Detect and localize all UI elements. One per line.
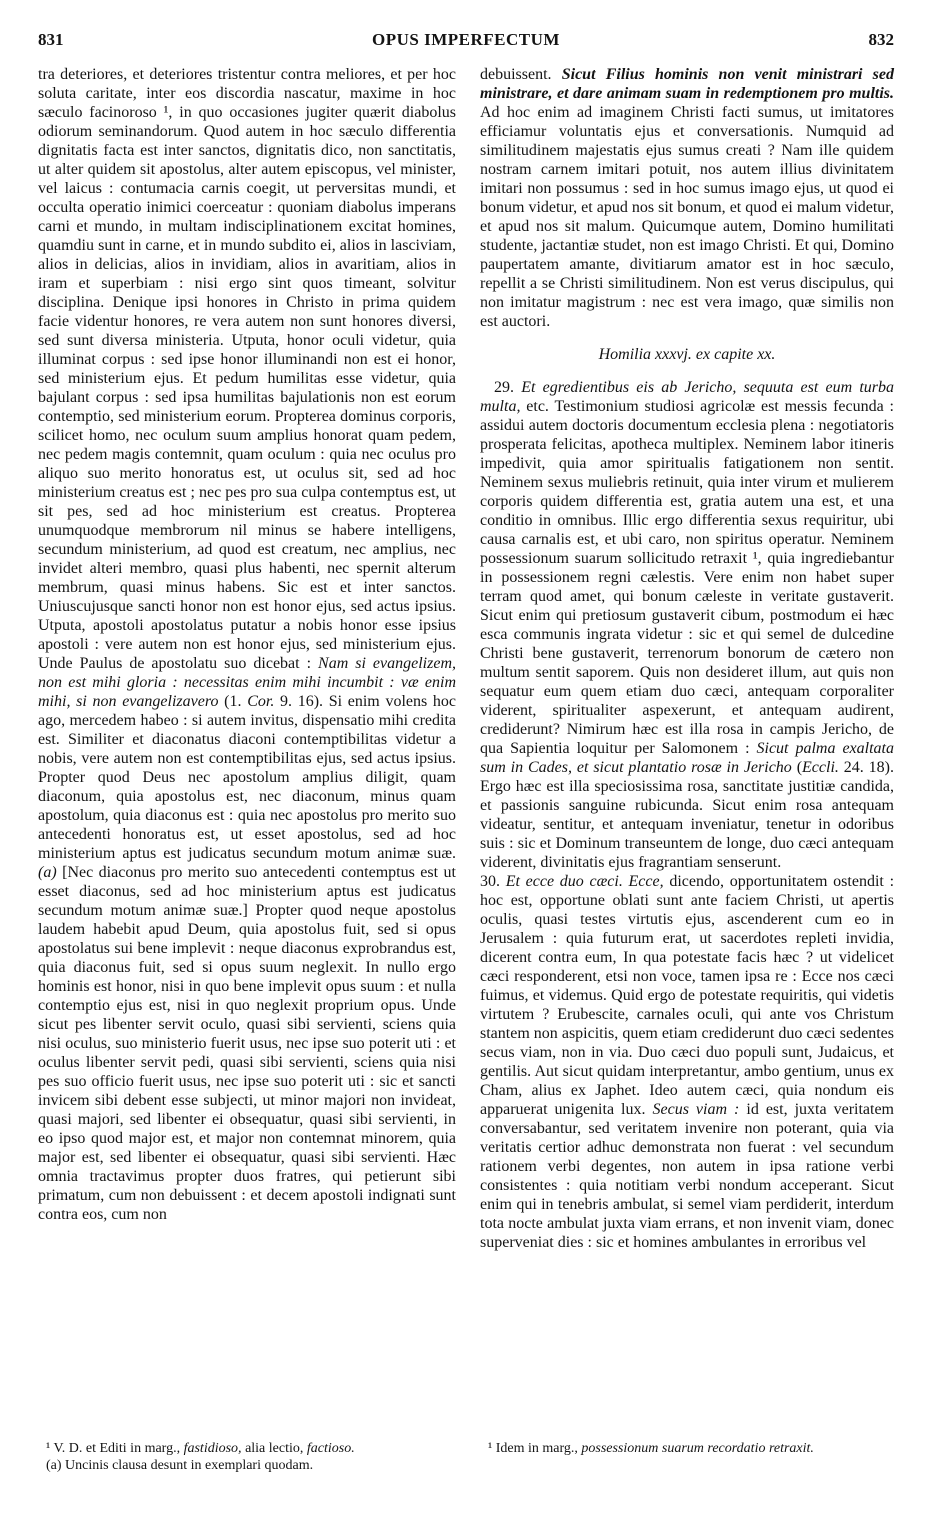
running-title: OPUS IMPERFECTUM	[372, 30, 560, 49]
text-run: etc. Testimonium studiosi agricolæ est messis fecunda : assidui autem doctoris documentum ecclesia plena : negotiatoris prosperata felicitas, apotheca multiplex. Neminem labor itineris impedivit, quia amor spiritualis fatigationem non sentit. Neminem sexus muliebris retinuit, quia inter virum et mulierem corporis quidem differentia est, gratia autem una est, et una conditio in omnibus. Illic ergo differentia sexus requiritur, ubi causa carnalis est, et ubi caro, non spiritus operatur. Neminem possessionum suarum sollicitudo retraxit ¹, quia ingrediebantur in possessionem regni cælestis. Vere enim non habet super terram quod amet, qui bonum cæleste in veritate gustaverit. Sicut enim qui pretiosum gustaverit cibum, postmodum ei hæc esca communis ingrata videtur : sic et qui semel de dulcedine Christi bene gustaverit, terrenorum bonorum de cætero non multum sentit saporem. Quis non desideret illum, aut quis non sequatur eum quem etiam duo cæci, antequam corporaliter viderent, spiritualiter aspexerunt, et antequam audirent, crediderunt? Nimirum hæc est illa rosa in campis Jericho, de qua Sapientia loquitur per Salomonem :	[480, 398, 894, 757]
note-marker: (a)	[38, 864, 57, 881]
text-run: [Nec diaconus pro merito suo antecedenti contemptus est ut esset diaconus, sed ad hoc ministerium aptus est judicatus secundum motum animæ suæ.] Propter quod neque apostolus laudem habebit apud Deum, quia apostolus fuit, sed si opus apostolatus sui bene implevit : neque diaconus exprobrandus est, quia diaconus fuit, sed si opus suum neglexit. In nullo ergo hominis est honor, nisi in quo bene implevit opus suum : et nulla contemptio ejus est, nisi in quo neglexit proprium opus. Unde sicut pes libenter servit oculo, quasi sibi servienti, sciens quia nisi oculus, suo ministerio fuerit usus, nec ipse suo poterit uti : et oculus libenter servit pedi, quasi sibi servienti, sciens quia nisi pes suo officio fuerit usus, nec ipse suo poterit uti : sic et sancti invicem sibi debent esse subjecti, ut minor majori non invideat, quasi majori, sed libenter ei obsequatur, quasi sibi servienti, in eo ipso quod major est, et major non contemnat minorem, quia major est, sed libenter ei obsequatur, quasi sibi servienti. Hæc omnia tractavimus propter duos fratres, qui petierunt sibi primatum, cum non debuissent : et decem apostoli indignati sunt contra eos, cum non	[38, 864, 456, 1223]
left-column	[38, 65, 456, 1224]
text-run: (	[791, 759, 803, 776]
right-paragraph	[480, 65, 894, 331]
right-column	[480, 65, 894, 1252]
scripture-quote: Et ecce duo cæci. Ecce,	[505, 873, 664, 890]
footnotes-right	[480, 1440, 894, 1457]
text-run: id est, juxta veritatem conversabantur, sed veritatem invenire non poterant, quia via veritatis certior adhuc demonstrata non fuerat : vel secundum rationem verbi degentes, non autem in ipsa ratione verbi consistentes : quia notitiam verbi nondum acceperant. Sicut enim qui in tenebris ambulat, si semel viam perdiderit, interdum tota nocte ambulat juxta viam errans, et non invenit viam, donec superveniat dies : sic et homines ambulantes in erroribus vel	[480, 1101, 895, 1251]
text-run: 24. 18). Ergo hæc est illa speciosissima rosa, sanctitate justitiæ candida, et passionis sanguine rubicunda. Sicut enim rosa antequam videatur, sentitur, et antequam inveniatur, tenetur in odoribus suis : sic et Dominum transeuntem de longe, duo cæci antequam viderent, divinitatis ejus fragrantiam senserunt.	[480, 759, 895, 871]
text-run: ¹ V. D. et Editi in marg.,	[46, 1441, 184, 1456]
footnotes-left	[38, 1440, 456, 1474]
footnote	[480, 1440, 894, 1457]
text-run: (1.	[218, 693, 248, 710]
scripture-quote: Et egredientibus eis ab Jericho, sequuta est eum turba multa,	[480, 379, 895, 415]
homily-heading: Homilia xxxvj. ex capite xx.	[598, 346, 776, 363]
section-number: 30.	[480, 873, 506, 890]
footnote: (a) Uncinis clausa desunt in exemplari quodam.	[46, 1458, 314, 1473]
page-number-left: 831	[38, 30, 64, 49]
scripture-quote: Sicut Filius hominis non venit ministrari sed ministrare, et dare animam suam in redemptionem pro multis.	[480, 66, 895, 102]
variant-reading: factioso.	[306, 1441, 355, 1456]
text-run: Ad hoc enim ad imaginem Christi facti sumus, ut imitatores efficiamur voluntatis ejus et conversationis. Numquid ad similitudinem majestatis ejus sumus creati ? Nam ille quidem nostram carnem imitari potuit, nos autem illius divinitatem imitari non possumus : sed in hoc sumus imago ejus, ut quod ei bonum videtur, et apud nos sit bonum, et quod ei malum videtur, et apud nos sit malum. Quicumque autem, Domino humilitati studente, jactantiæ studet, non est imago Christi. Et qui, Domino paupertatem amante, divitiarum amator est in hoc sæculo, repellit a se Christi similitudinem. Non est verus discipulus, qui non imitatur magistrum : nec est vera imago, quæ similis non est auctori.	[480, 104, 894, 330]
right-paragraph	[480, 378, 894, 872]
text-run: dicendo, opportunitatem ostendit : hoc est, opportune oblati sunt ante faciem Christi, ut apertis oculis, quasi testes virtutis ejus, ascenderent cum eo in Jerusalem : quia futurum erat, ut sacerdotes repleti invidia, dicerent contra eum, In qua potestate facis hæc ? ut videlicet cæci responderent, etsi non voce, tamen ipsa re : Ecce nos cæci fuimus, et videmus. Quid ergo de potestate requiritis, qui videtis virtutem ? Erubescite, carnales oculi, qui ante vos Christum stantem non aspicitis, quem etiam crediderunt duo cæci sedentes secus viam, non in via. Duo cæci duo populi sunt, Judaicus, et gentilis. Aut sicut quidam interpretantur, ambo gentium, unus ex Cham, alius ex Japhet. Ideo autem cæci, quia nondum eis apparuerat unigenita lux.	[480, 873, 895, 1118]
text-run: ¹ Idem in marg.,	[488, 1441, 582, 1456]
scripture-reference: Eccli.	[802, 759, 839, 776]
page-header	[38, 30, 894, 56]
scripture-reference: Cor.	[247, 693, 275, 710]
right-paragraph	[480, 872, 894, 1252]
variant-reading: fastidioso,	[183, 1441, 242, 1456]
footnote	[38, 1440, 456, 1457]
variant-reading: possessionum suarum recordatio retraxit.	[581, 1441, 814, 1456]
page-number-right: 832	[868, 30, 894, 49]
scripture-quote: Nam si evangelizem, non est mihi gloria : necessitas enim mihi incumbit : væ enim mihi, si non evangelizavero	[38, 655, 456, 710]
text-run: tra deteriores, et deteriores tristentur contra meliores, et per hoc soluta caritate, inter eos discordia nascatur, maxime in hoc sæculo facinoroso ¹, in quo occasiones jugiter quærit diabolus odiorum seminandorum. Quod autem in hoc sæculo differentia dignitatis facta est inter sanctos, dignitatis dico, non sanctitatis, ut alter quidem sit apostolus, alter autem episcopus, vel minister, vel laicus : contumacia carnis coegit, ut perversitas mundi, et occulta operatio inimici coerceatur : quoniam diabolus imperans carni et mundo, in multam indisciplinationem excitat homines, quamdiu sunt in carne, et in mundo subdito ei, alios in lasciviam, alios in delicias, alios in invidiam, alios in avaritiam, alios in iram et superbiam : nisi ergo sint quos timeant, solvitur disciplina. Denique ipsi honores in Christo in prima quidem facie videntur honores, re vera autem non sunt honores diversi, sed sunt diversa ministeria. Utputa, honor oculi videtur, quia illuminat corpus : sed ipse honor illuminandi non est ei honor, sed ministerium ejus. Et pedum humilitas esse videtur, quia bajulant corpus : sed ipsa humilitas bajulationis non est eorum contemptio, sed ministerium eorum. Propterea dominus corporis, scilicet homo, nec oculum suum amplius honorat quam pedem, nec pedem magis contemnit, quam oculum : quia nec oculus pro aliquo suo merito honoratus est, ut oculus sit, sed ad hoc ministerium creatus est ; nec pes pro sua culpa contemptus est, ut sit pes, sed ad hoc ministerium est creatus. Propterea unumquodque membrorum nil minus se habere intelligens, secundum ministerium, ad quod est creatum, nec amplius, nec invidet alteri membro, quasi plus habenti, nec spernit alterum membrum, quasi minus habens. Sic est et inter sanctos. Uniuscujusque sancti honor non est honor ejus, sed actus ipsius. Utputa, apostoli apostolatus putatur a nobis honor esse ipsius apostoli : vere autem non est honor ejus, sed ministerium ejus. Unde Paulus de apostolatu suo dicebat :	[38, 66, 456, 672]
scripture-quote: Sicut palma exaltata sum in Cades, et sicut plantatio rosæ in Jericho	[480, 740, 894, 776]
left-paragraph	[38, 65, 456, 1224]
text-run: alia lectio,	[241, 1441, 307, 1456]
scripture-quote: Secus viam :	[652, 1101, 740, 1118]
text-run: debuissent.	[480, 66, 562, 83]
section-number: 29.	[494, 379, 522, 396]
text-run: 9. 16). Si enim volens hoc ago, mercedem habeo : si autem invitus, dispensatio mihi credita est. Similiter et diaconatus diaconi contemptibilitas videtur a nobis, vere autem non est contemptibilitas ejus, sed actus ipsius. Propter quod Deus nec apostolum amplius diligit, quam diaconum, quia apostolus est, nec diaconum, minus quam apostolum, quia diaconus est : quia nec apostolus pro merito suo antecedenti honoratus est, ut esset apostolus, sed ad hoc ministerium aptus est judicatus secundum motum animæ suæ.	[38, 693, 457, 862]
